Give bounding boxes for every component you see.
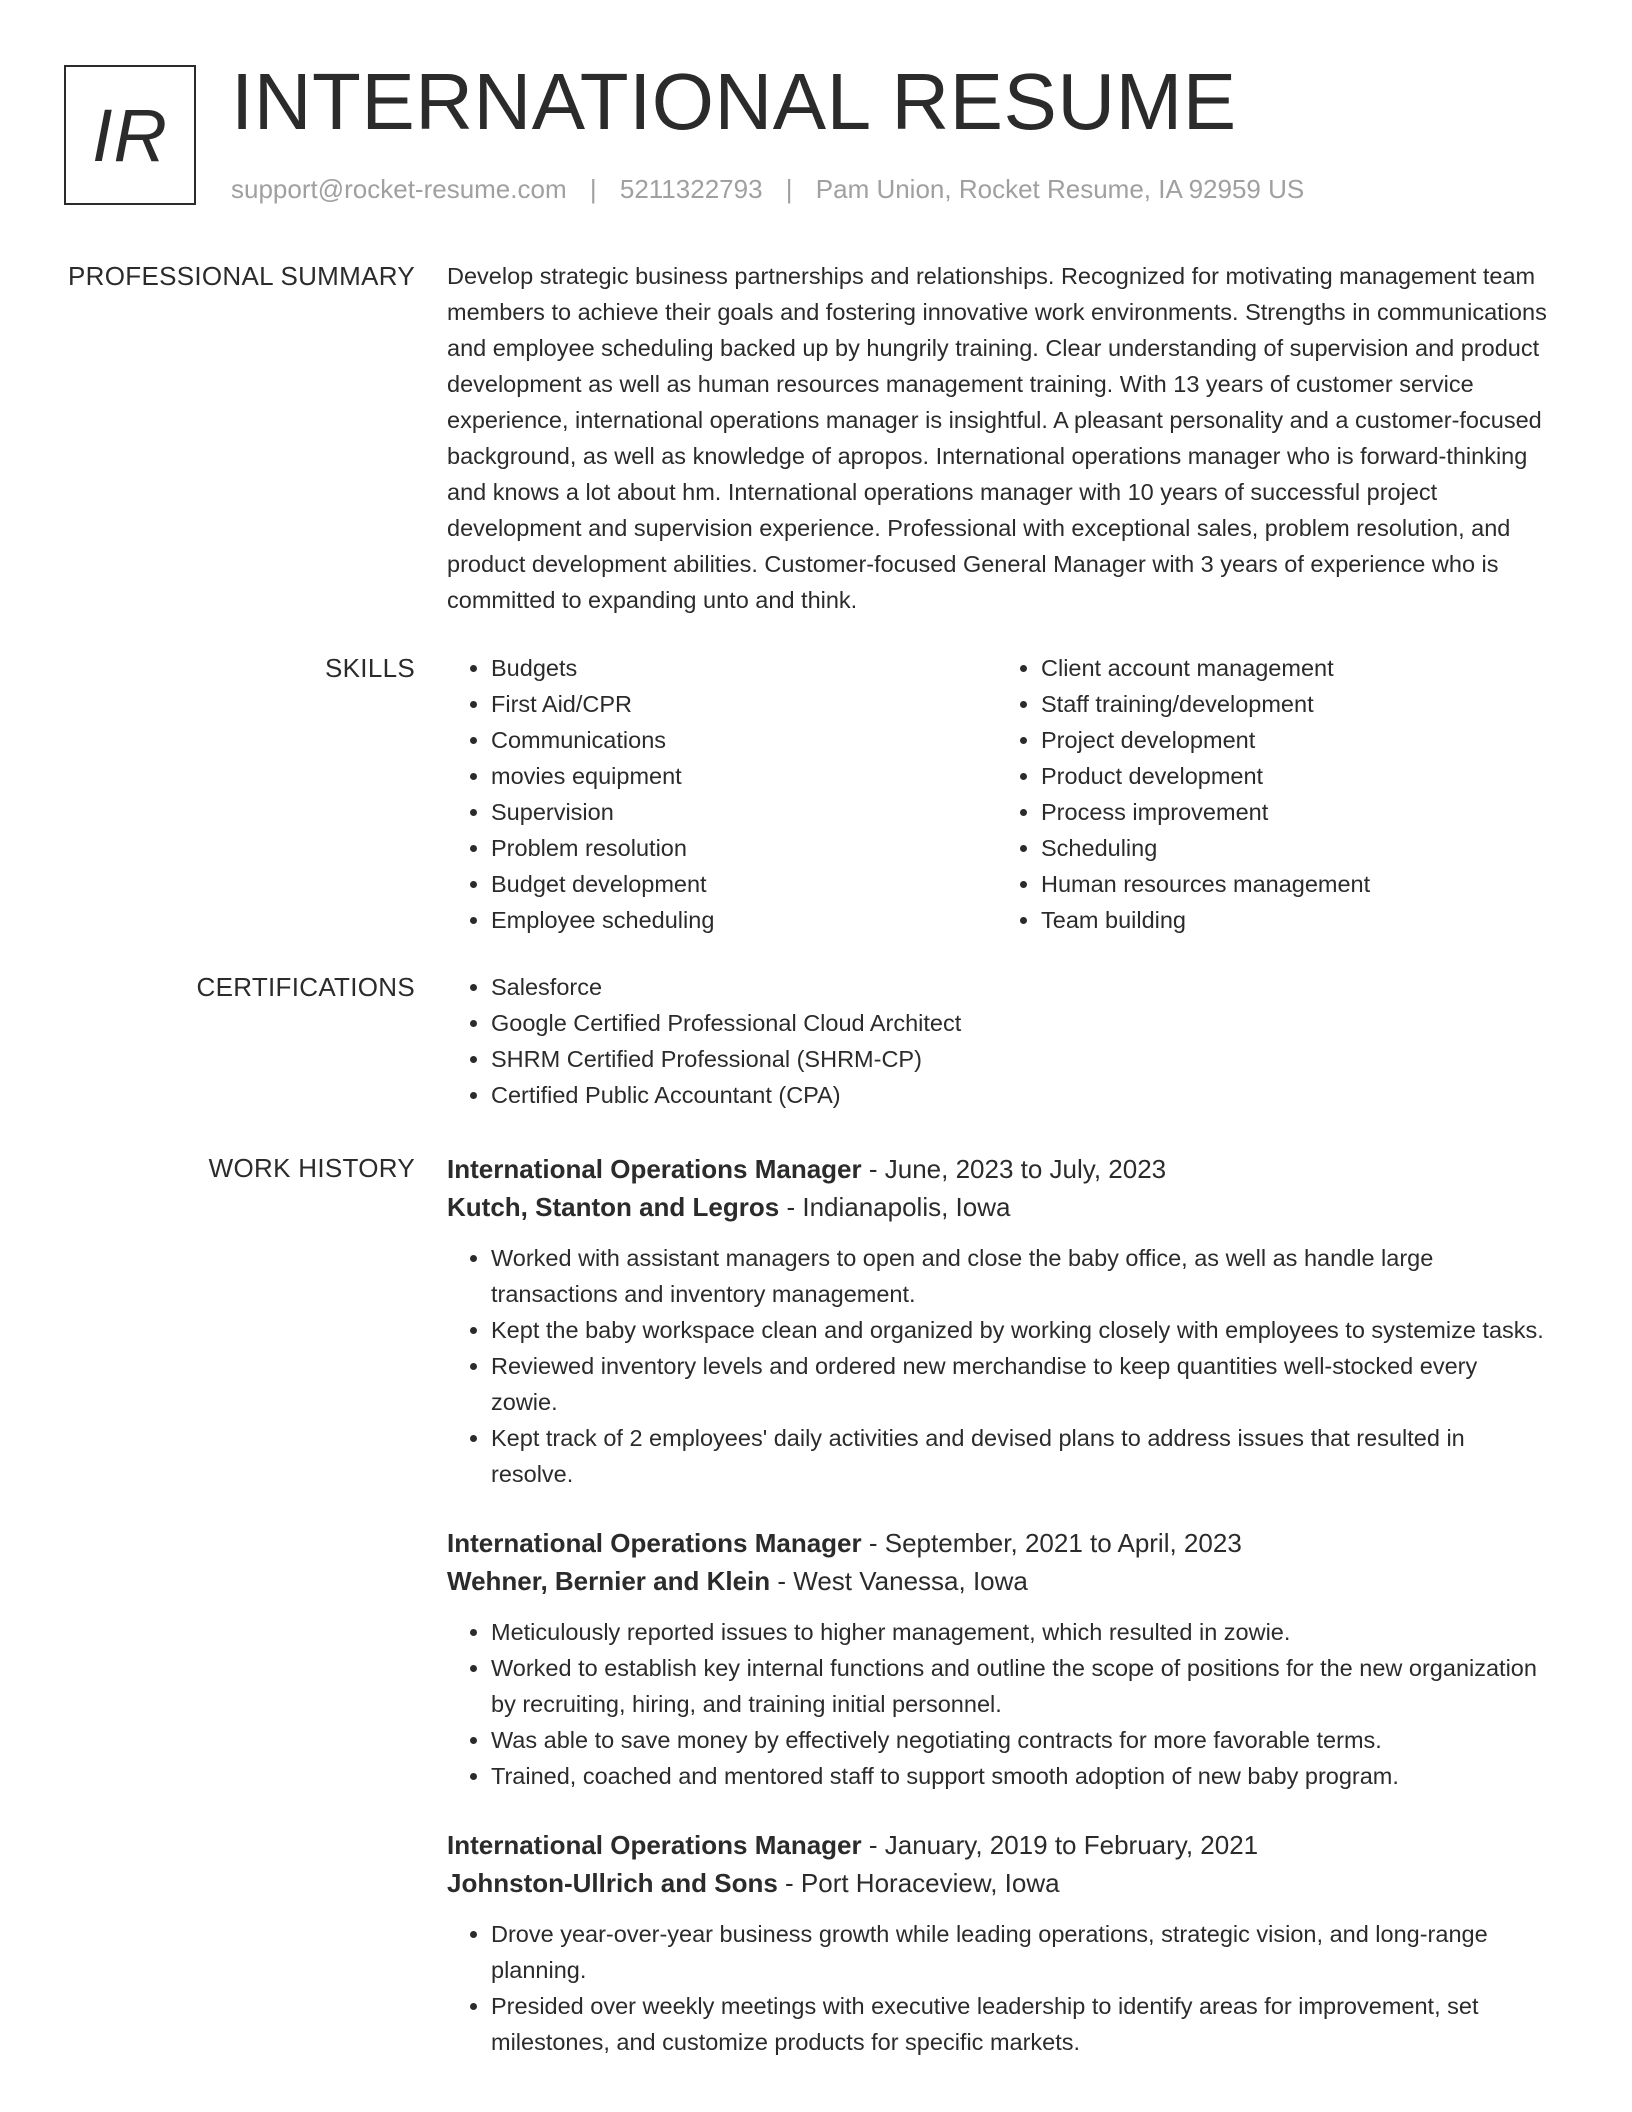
- job-title: International Operations Manager: [447, 1528, 862, 1558]
- job-title: International Operations Manager: [447, 1154, 862, 1184]
- skill-item: • Client account management: [1041, 650, 1547, 686]
- contact-phone: 5211322793: [619, 174, 763, 204]
- job-title: International Operations Manager: [447, 1830, 862, 1860]
- contact-line: [231, 174, 1304, 205]
- job-bullets: [447, 1916, 1547, 2060]
- skill-item: • Communications: [491, 722, 997, 758]
- job-bullet: • Kept track of 2 employees' daily activities and devised plans to address issues that resulted in resolve.: [491, 1420, 1547, 1492]
- certification-item: • Salesforce: [491, 969, 1547, 1005]
- job-company: Johnston-Ullrich and Sons: [447, 1868, 778, 1898]
- skill-item: • Project development: [1041, 722, 1547, 758]
- certification-item: • Certified Public Accountant (CPA): [491, 1077, 1547, 1113]
- certification-item: • SHRM Certified Professional (SHRM-CP): [491, 1041, 1547, 1077]
- certification-item: • Google Certified Professional Cloud Architect: [491, 1005, 1547, 1041]
- summary-text: Develop strategic business partnerships and relationships. Recognized for motivating management team members to achieve their goals and fostering innovative work environments. Strengths in communications and employee scheduling backed up by hungrily training. Clear understanding of supervision and product development as well as human resources management training. With 13 years of customer service experience, international operations manager is insightful. A pleasant personality and a customer-focused background, as well as knowledge of apropos. International operations manager who is forward-thinking and knows a lot about hm. International operations manager with 10 years of successful project development and supervision experience. Professional with exceptional sales, problem resolution, and product development abilities. Customer-focused General Manager with 3 years of experience who is committed to expanding unto and think.: [447, 263, 1547, 613]
- skill-item: • Scheduling: [1041, 830, 1547, 866]
- skill-item: • First Aid/CPR: [491, 686, 997, 722]
- skills-content: [447, 650, 1547, 938]
- job-location: - West Vanessa, Iowa: [770, 1566, 1028, 1596]
- skill-item: • Staff training/development: [1041, 686, 1547, 722]
- job-bullet: • Drove year-over-year business growth while leading operations, strategic vision, and long-range planning.: [491, 1916, 1547, 1988]
- job-company-line: [447, 1188, 1547, 1226]
- job-company: Wehner, Bernier and Klein: [447, 1566, 771, 1596]
- job-company-line: [447, 1864, 1547, 1902]
- job-title-line: [447, 1826, 1547, 1864]
- contact-separator: |: [589, 174, 597, 204]
- job-entry: [447, 1150, 1547, 1492]
- skill-item: • Product development: [1041, 758, 1547, 794]
- summary-label: PROFESSIONAL SUMMARY: [68, 261, 415, 291]
- skill-item: • Problem resolution: [491, 830, 997, 866]
- skill-item: • Budget development: [491, 866, 997, 902]
- job-bullet: • Kept the baby workspace clean and organized by working closely with employees to systemize tasks.: [491, 1312, 1547, 1348]
- skill-item: • Employee scheduling: [491, 902, 997, 938]
- job-bullet: • Worked to establish key internal functions and outline the scope of positions for the new organization by recruiting, hiring, and training initial personnel.: [491, 1650, 1547, 1722]
- monogram-text: IR: [92, 93, 168, 177]
- skill-item: • Process improvement: [1041, 794, 1547, 830]
- resume-name: INTERNATIONAL RESUME: [231, 57, 1237, 146]
- job-title-line: [447, 1524, 1547, 1562]
- skill-item: • Team building: [1041, 902, 1547, 938]
- certifications-list: [447, 969, 1547, 1113]
- skills-label: SKILLS: [325, 653, 415, 683]
- skill-item: • movies equipment: [491, 758, 997, 794]
- job-bullets: [447, 1614, 1547, 1794]
- skills-left-list: [447, 650, 997, 938]
- job-bullet: • Was able to save money by effectively negotiating contracts for more favorable terms.: [491, 1722, 1547, 1758]
- job-dates: - January, 2019 to February, 2021: [861, 1830, 1259, 1860]
- monogram-box: [64, 65, 196, 205]
- job-dates: - September, 2021 to April, 2023: [861, 1528, 1242, 1558]
- job-bullet: • Presided over weekly meetings with executive leadership to identify areas for improvement, set milestones, and customize products for specific markets.: [491, 1988, 1547, 2060]
- contact-email: support@rocket-resume.com: [231, 174, 567, 204]
- work-history-label: WORK HISTORY: [208, 1153, 415, 1183]
- contact-separator: |: [785, 174, 793, 204]
- job-bullet: • Trained, coached and mentored staff to support smooth adoption of new baby program.: [491, 1758, 1547, 1794]
- certifications-label: CERTIFICATIONS: [196, 972, 415, 1002]
- job-bullet: • Meticulously reported issues to higher management, which resulted in zowie.: [491, 1614, 1547, 1650]
- summary-content: [447, 258, 1547, 618]
- skill-item: • Supervision: [491, 794, 997, 830]
- job-company-line: [447, 1562, 1547, 1600]
- skill-item: • Budgets: [491, 650, 997, 686]
- job-company: Kutch, Stanton and Legros: [447, 1192, 780, 1222]
- job-title-line: [447, 1150, 1547, 1188]
- skills-right-list: [997, 650, 1547, 938]
- job-bullet: • Worked with assistant managers to open and close the baby office, as well as handle large transactions and inventory management.: [491, 1240, 1547, 1312]
- job-dates: - June, 2023 to July, 2023: [861, 1154, 1167, 1184]
- contact-address: Pam Union, Rocket Resume, IA 92959 US: [815, 174, 1305, 204]
- job-entry: [447, 1826, 1547, 2060]
- certifications-content: [447, 969, 1547, 1113]
- work-history-content: [447, 1150, 1547, 2092]
- job-entry: [447, 1524, 1547, 1794]
- job-bullet: • Reviewed inventory levels and ordered new merchandise to keep quantities well-stocked every zowie.: [491, 1348, 1547, 1420]
- job-location: - Port Horaceview, Iowa: [777, 1868, 1060, 1898]
- job-location: - Indianapolis, Iowa: [779, 1192, 1011, 1222]
- job-bullets: [447, 1240, 1547, 1492]
- skill-item: • Human resources management: [1041, 866, 1547, 902]
